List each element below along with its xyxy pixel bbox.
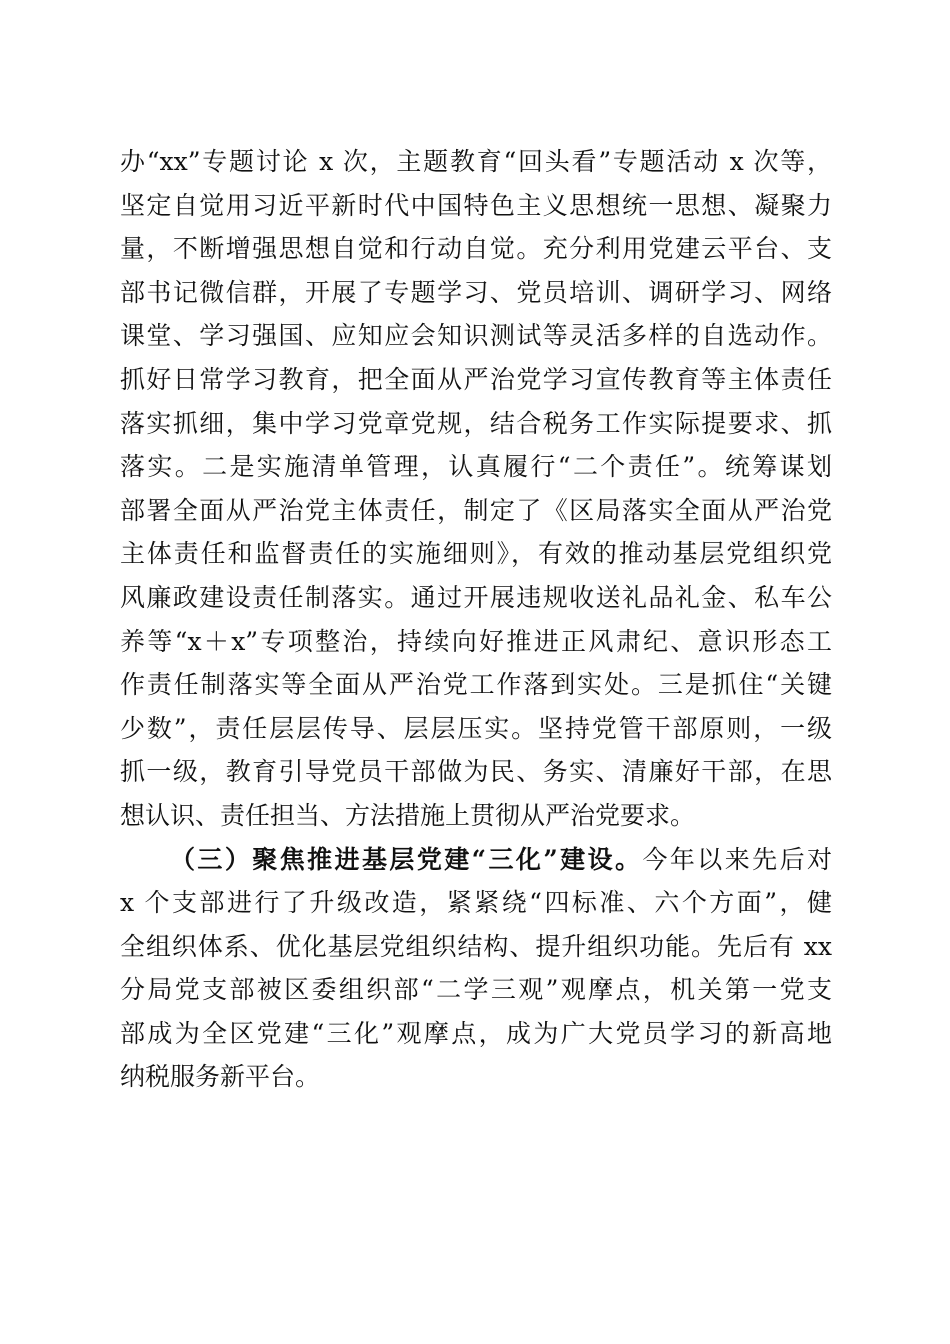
paragraph-1 — [120, 140, 832, 838]
text-line: 作责任制落实等全面从严治党工作落到实处。三是抓住“关键 — [120, 670, 832, 700]
text-line: 课堂、学习强国、应知应会知识测试等灵活多样的自选动作。 — [120, 321, 832, 351]
paragraph-2-first-line — [120, 838, 832, 882]
text-line: 部成为全区党建“三化”观摩点，成为广大党员学习的新高地 — [120, 1018, 832, 1048]
text-line: 落实。二是实施清单管理，认真履行“二个责任”。统筹谋划 — [120, 452, 832, 482]
text-line: 纳税服务新平台。 — [120, 1062, 321, 1092]
text-line: 量，不断增强思想自觉和行动自觉。充分利用党建云平台、支 — [120, 234, 832, 264]
text-line: 想认识、责任担当、方法措施上贯彻从严治党要求。 — [120, 800, 696, 830]
paragraph-2 — [120, 838, 832, 1100]
text-line: x 个支部进行了升级改造，紧紧绕“四标准、六个方面”，健 — [120, 888, 832, 918]
text-line: 抓一级，教育引导党员干部做为民、务实、清廉好干部，在思 — [120, 757, 832, 787]
text-line: 全组织体系、优化基层党组织结构、提升组织功能。先后有 xx — [120, 931, 832, 961]
text-line: 抓好日常学习教育，把全面从严治党学习宣传教育等主体责任 — [120, 364, 832, 394]
text-line: 养等“x＋x”专项整治，持续向好推进正风肃纪、意识形态工 — [120, 626, 832, 656]
text-line: 办“xx”专题讨论 x 次，主题教育“回头看”专题活动 x 次等， — [120, 147, 832, 176]
text-line: 少数”，责任层层传导、层层压实。坚持党管干部原则，一级 — [120, 713, 832, 743]
text-line: 落实抓细，集中学习党章党规，结合税务工作实际提要求、抓 — [120, 408, 832, 438]
text-line: 分局党支部被区委组织部“二学三观”观摩点，机关第一党支 — [120, 975, 832, 1005]
text-run: 今年以来先后对 — [642, 844, 832, 874]
section-heading: （三）聚焦推进基层党建“三化”建设。 — [170, 844, 643, 874]
text-line: 部书记微信群，开展了专题学习、党员培训、调研学习、网络 — [120, 277, 832, 307]
document-body — [120, 140, 832, 1099]
text-line: 风廉政建设责任制落实。通过开展违规收送礼品礼金、私车公 — [120, 582, 832, 612]
text-line: 坚定自觉用习近平新时代中国特色主义思想统一思想、凝聚力 — [120, 190, 832, 220]
text-line: 主体责任和监督责任的实施细则》，有效的推动基层党组织党 — [120, 539, 832, 569]
text-line: 部署全面从严治党主体责任，制定了《区局落实全面从严治党 — [120, 495, 832, 525]
